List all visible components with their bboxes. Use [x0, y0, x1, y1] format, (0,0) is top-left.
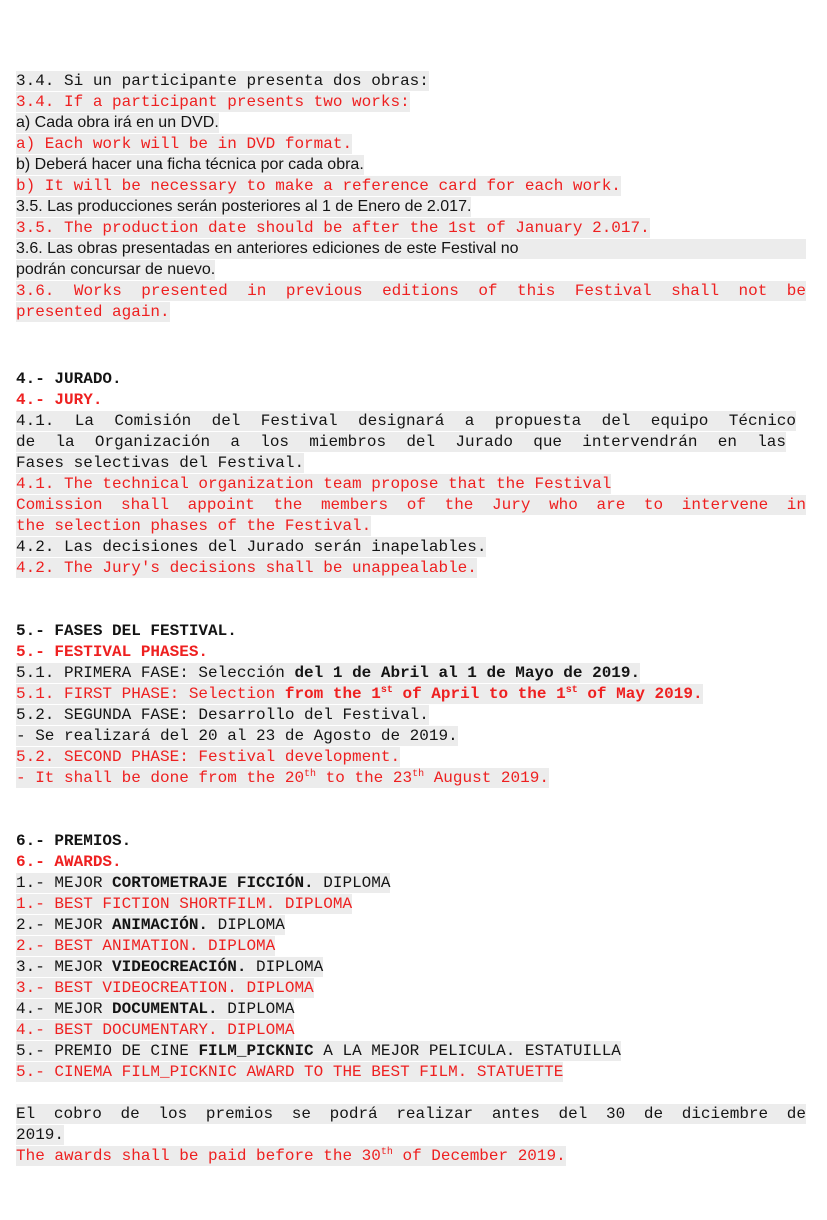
- rule-3-4a-en: a) Each work will be in DVD format.: [16, 135, 353, 153]
- phase-1-es-dates: del 1 de Abril al 1 de Mayo de 2019.: [294, 664, 641, 682]
- rule-3-5-en: 3.5. The production date should be after the 1st of January 2.017.: [16, 219, 650, 237]
- rule-4-1-es-line3: Fases selectivas del Festival.: [16, 454, 305, 472]
- section-6-heading-es: 6.- PREMIOS.: [16, 832, 132, 850]
- phase-1-es-label: 5.1. PRIMERA FASE: Selección: [16, 664, 295, 682]
- rule-3-4b-en: b) It will be necessary to make a reference card for each work.: [16, 177, 621, 195]
- section-6-heading-en: 6.- AWARDS.: [16, 853, 122, 871]
- section-4-heading-es: 4.- JURADO.: [16, 370, 122, 388]
- section-4-heading-en: 4.- JURY.: [16, 391, 103, 409]
- section-5-heading-en: 5.- FESTIVAL PHASES.: [16, 643, 209, 661]
- rule-3-6-en-line1: 3.6. Works presented in previous editions of this Festival shall not be: [16, 282, 806, 300]
- award-5-es: 5.- PREMIO DE CINE FILM_PICKNIC A LA MEJOR PELICULA. ESTATUILLA: [16, 1042, 621, 1060]
- rule-4-1-en-line3: the selection phases of the Festival.: [16, 517, 372, 535]
- rule-4-2-en: 4.2. The Jury's decisions shall be unappealable.: [16, 559, 477, 577]
- rule-4-2-es: 4.2. Las decisiones del Jurado serán inapelables.: [16, 538, 487, 556]
- award-5-en: 5.- CINEMA FILM_PICKNIC AWARD TO THE BEST FILM. STATUETTE: [16, 1063, 564, 1081]
- phase-1-en: [16, 684, 703, 704]
- phase-2-en: 5.2. SECOND PHASE: Festival development.: [16, 748, 401, 766]
- phase-2-es: 5.2. SEGUNDA FASE: Desarrollo del Festival.: [16, 706, 429, 724]
- rule-4-1-es-line1: 4.1. La Comisión del Festival designará a propuesta del equipo Técnico: [16, 412, 796, 430]
- phase-2-es-dates: - Se realizará del 20 al 23 de Agosto de 2019.: [16, 727, 458, 745]
- phase-2-en-dates: - It shall be done from the 20th to the 23th August 2019.: [16, 769, 549, 787]
- rule-4-1-en-line1: 4.1. The technical organization team propose that the Festival: [16, 475, 612, 493]
- rule-3-4b-es: b) Deberá hacer una ficha técnica por cada obra.: [16, 156, 364, 173]
- payment-note-en: The awards shall be paid before the 30th of December 2019.: [16, 1147, 566, 1165]
- award-1-en: 1.- BEST FICTION SHORTFILM. DIPLOMA: [16, 895, 353, 913]
- rule-4-1-en-line2: Comission shall appoint the members of the Jury who are to intervene in: [16, 496, 806, 514]
- payment-note-es-line1: El cobro de los premios se podrá realizar antes del 30 de diciembre de: [16, 1105, 806, 1123]
- rule-3-5-es: 3.5. Las producciones serán posteriores al 1 de Enero de 2.017.: [16, 198, 472, 215]
- rule-3-6-es-line2: podrán concursar de nuevo.: [16, 261, 216, 278]
- award-3-en: 3.- BEST VIDEOCREATION. DIPLOMA: [16, 979, 314, 997]
- award-2-en: 2.- BEST ANIMATION. DIPLOMA: [16, 937, 276, 955]
- rule-4-1-es-line2: de la Organización a los miembros del Jurado que intervendrán en las: [16, 433, 786, 451]
- award-4-es: 4.- MEJOR DOCUMENTAL. DIPLOMA: [16, 1000, 295, 1018]
- rule-3-6-es-line1: 3.6. Las obras presentadas en anteriores ediciones de este Festival no: [16, 239, 806, 259]
- rule-3-4-en: 3.4. If a participant presents two works:: [16, 93, 410, 111]
- phase-1-en-label: 5.1. FIRST PHASE: Selection: [16, 685, 285, 703]
- award-3-es: 3.- MEJOR VIDEOCREACIÓN. DIPLOMA: [16, 958, 324, 976]
- phase-1-es: [16, 663, 640, 683]
- rule-3-4a-es: a) Cada obra irá en un DVD.: [16, 114, 219, 131]
- award-4-en: 4.- BEST DOCUMENTARY. DIPLOMA: [16, 1021, 295, 1039]
- award-2-es: 2.- MEJOR ANIMACIÓN. DIPLOMA: [16, 916, 285, 934]
- phase-1-en-dates: from the 1st of April to the 1st of May 2019.: [284, 685, 703, 703]
- award-1-es: 1.- MEJOR CORTOMETRAJE FICCIÓN. DIPLOMA: [16, 874, 391, 892]
- section-5-heading-es: 5.- FASES DEL FESTIVAL.: [16, 622, 237, 640]
- rule-3-4-es: 3.4. Si un participante presenta dos obras:: [16, 72, 429, 90]
- payment-note-es-line2: 2019.: [16, 1126, 65, 1144]
- rule-3-6-en-line2: presented again.: [16, 303, 170, 321]
